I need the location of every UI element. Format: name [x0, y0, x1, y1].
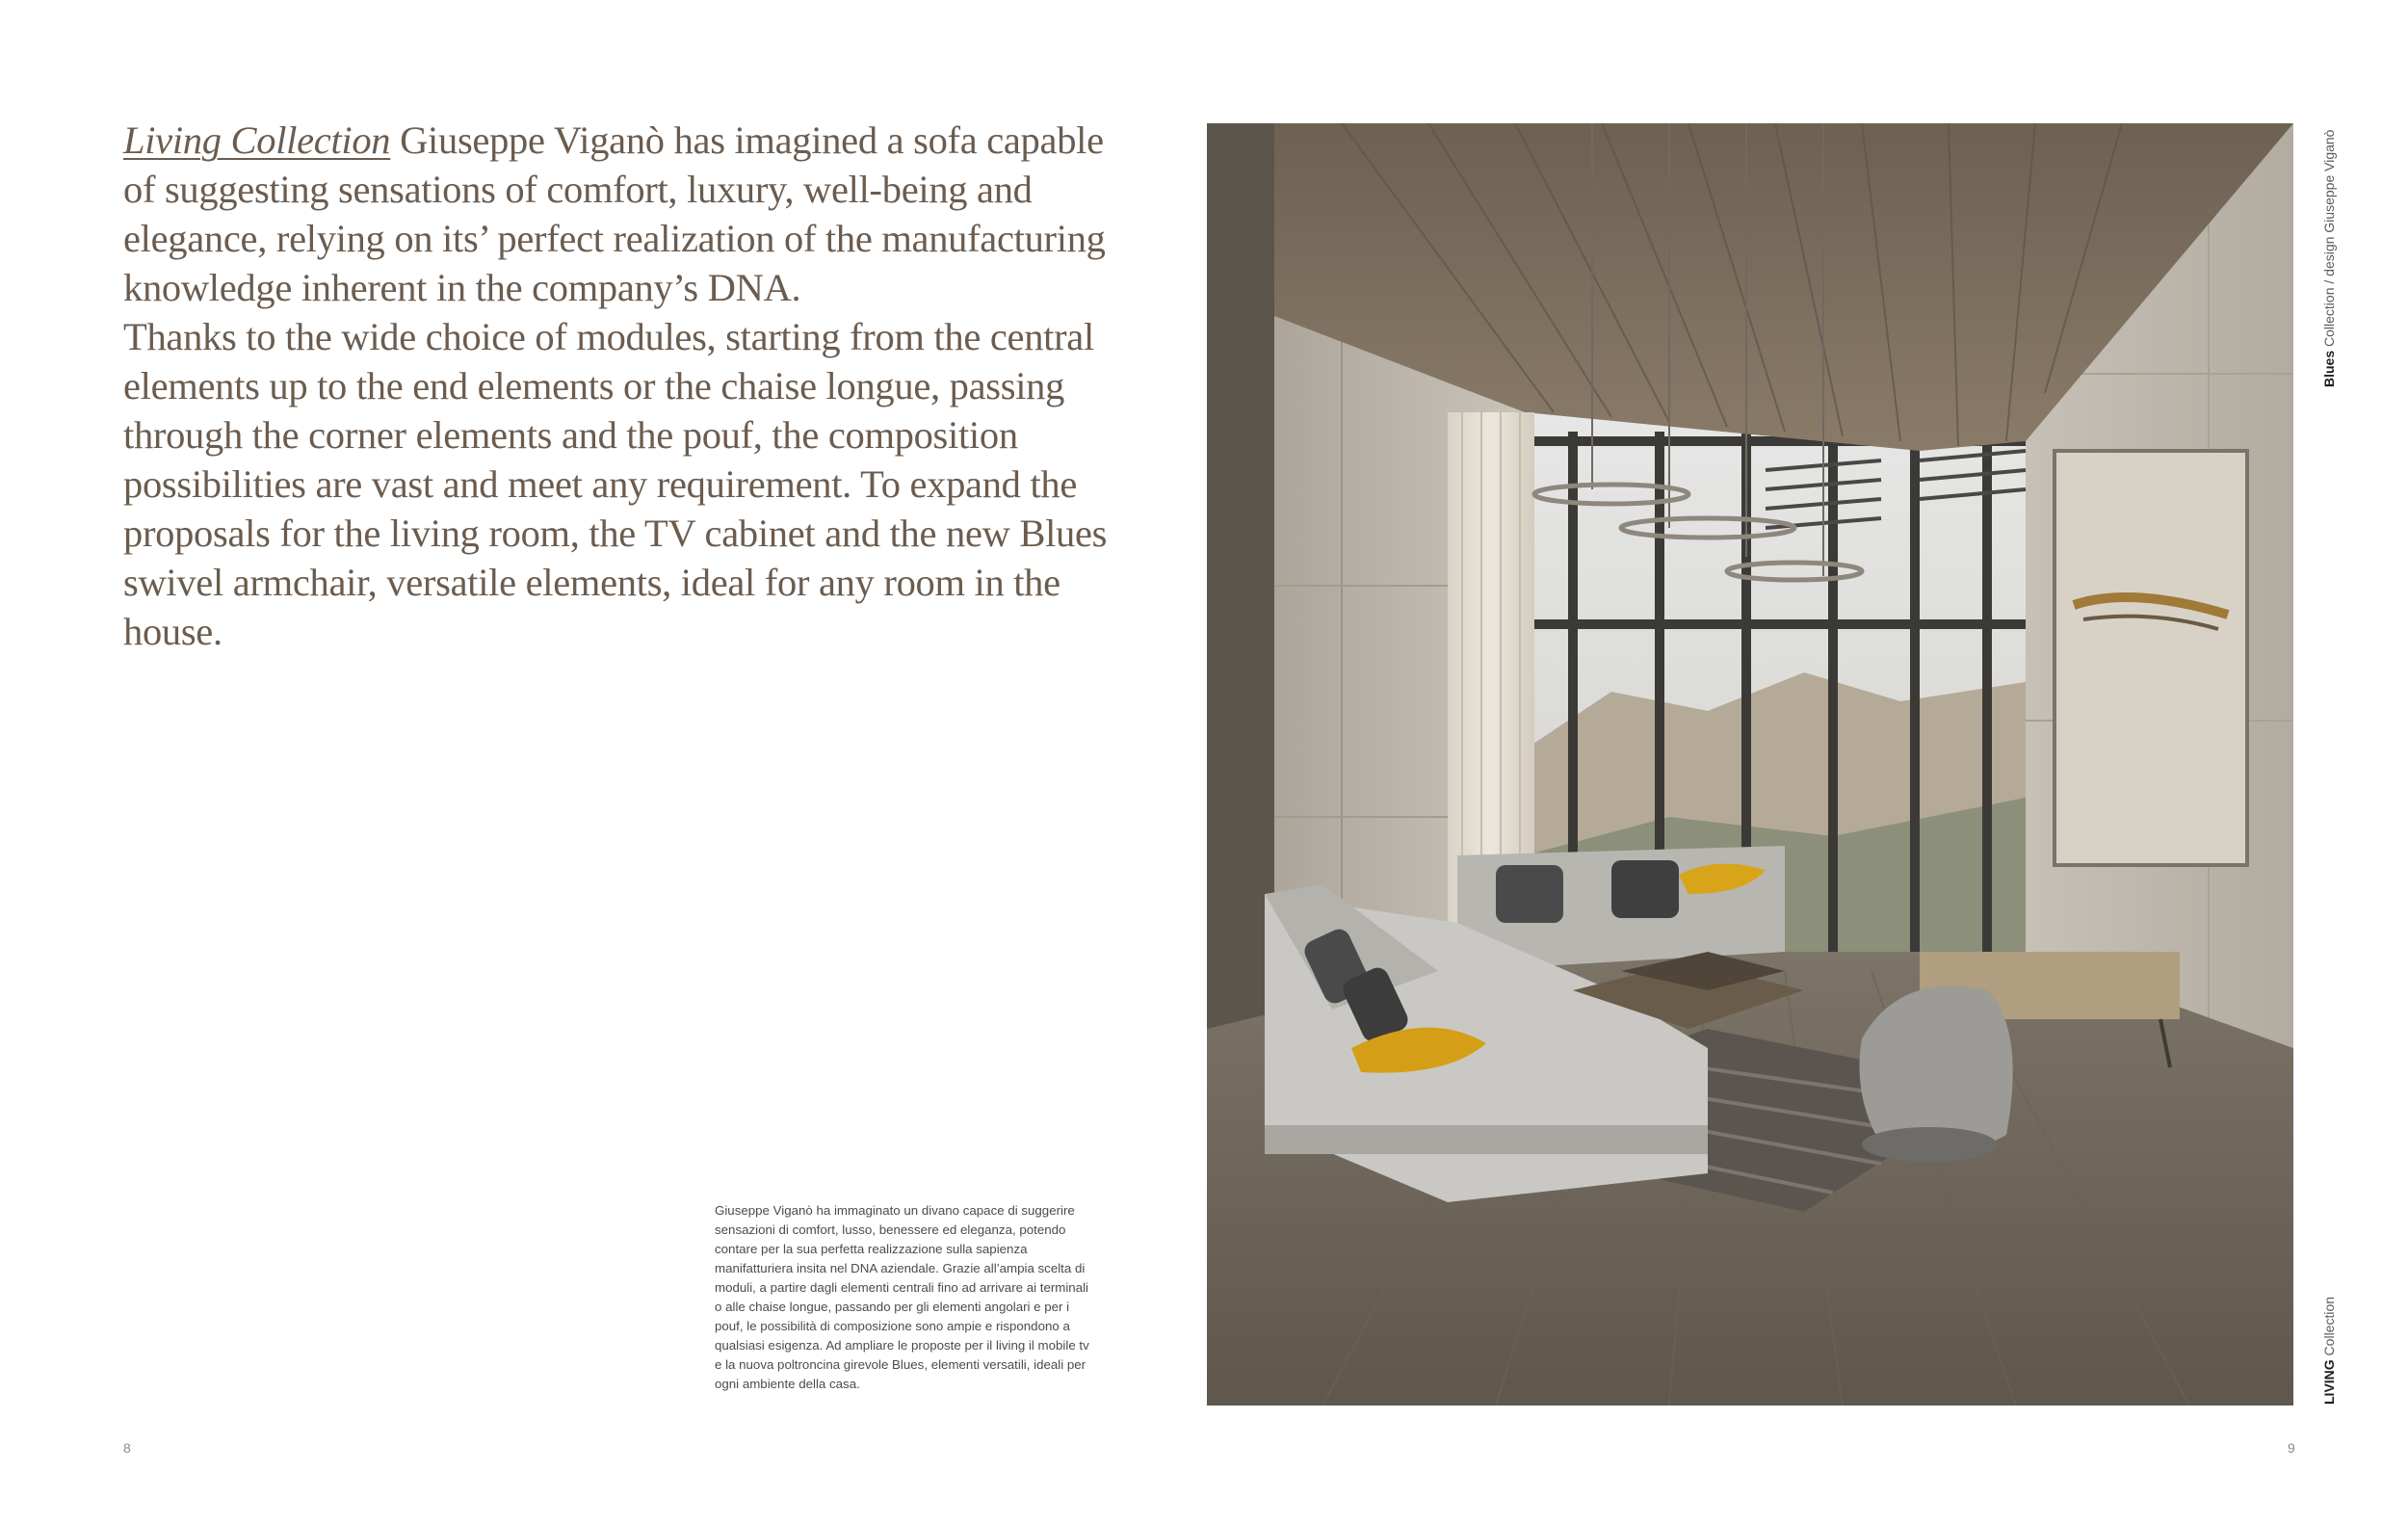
- paragraph-2: Thanks to the wide choice of modules, starting from the central elements up to the end elements or the chaise longue, passing through the corner elements and the pouf, the composition possibilities are vast and meet any requirement. To expand the proposals for the living room, the TV cabinet and the new Blues swivel armchair, versatile elements, ideal for any room in the house.: [123, 315, 1108, 653]
- running-head-design-text: Collection / design Giuseppe Viganò: [2321, 129, 2337, 351]
- living-room-illustration: [1207, 123, 2293, 1406]
- cushion-dark: [1496, 865, 1563, 923]
- running-head-design-bold: Blues: [2321, 350, 2337, 387]
- cushion-dark: [1611, 860, 1679, 918]
- living-room-photo: [1207, 123, 2293, 1406]
- italian-caption: Giuseppe Viganò ha immaginato un divano capace di suggerire sensazioni di comfort, lusso, benessere ed eleganza, potendo contare per la sua perfetta realizzazione sulla sapienza manifatturiera insita nel DNA aziendale. Grazie all’ampia scelta di moduli, a partire dagli elementi centrali fino ad arrivare ai terminali o alle chaise longue, passando per gli elementi angolari e per i pouf, le possibilità di composizione sono ampie e rispondono a qualsiasi esigenza. Ad ampliare le proposte per il living il mobile tv e la nuova poltroncina girevole Blues, elementi versatili, ideali per ogni ambiente della casa.: [715, 1203, 1089, 1391]
- paragraph-1: [123, 116, 1125, 312]
- main-text-block: [123, 116, 1125, 656]
- wall-painting: [2055, 451, 2247, 865]
- running-head-design: [2321, 130, 2337, 387]
- page-number-left: 8: [123, 1440, 131, 1456]
- page-number-right: 9: [2288, 1440, 2295, 1456]
- running-head-section: [2321, 1297, 2337, 1405]
- lead-title: Living Collection: [123, 118, 391, 162]
- running-head-section-bold: LIVING: [2321, 1359, 2337, 1405]
- sofa-base: [1265, 1125, 1708, 1154]
- armchair-base: [1862, 1127, 1997, 1162]
- running-head-section-text: Collection: [2321, 1296, 2337, 1360]
- paragraph-1-body: Giuseppe Viganò has imagined a sofa capable of suggesting sensations of comfort, luxury, well-being and elegance, relying on its’ perfect realization of the manufacturing knowledge inherent in the company’s DNA.: [123, 118, 1106, 309]
